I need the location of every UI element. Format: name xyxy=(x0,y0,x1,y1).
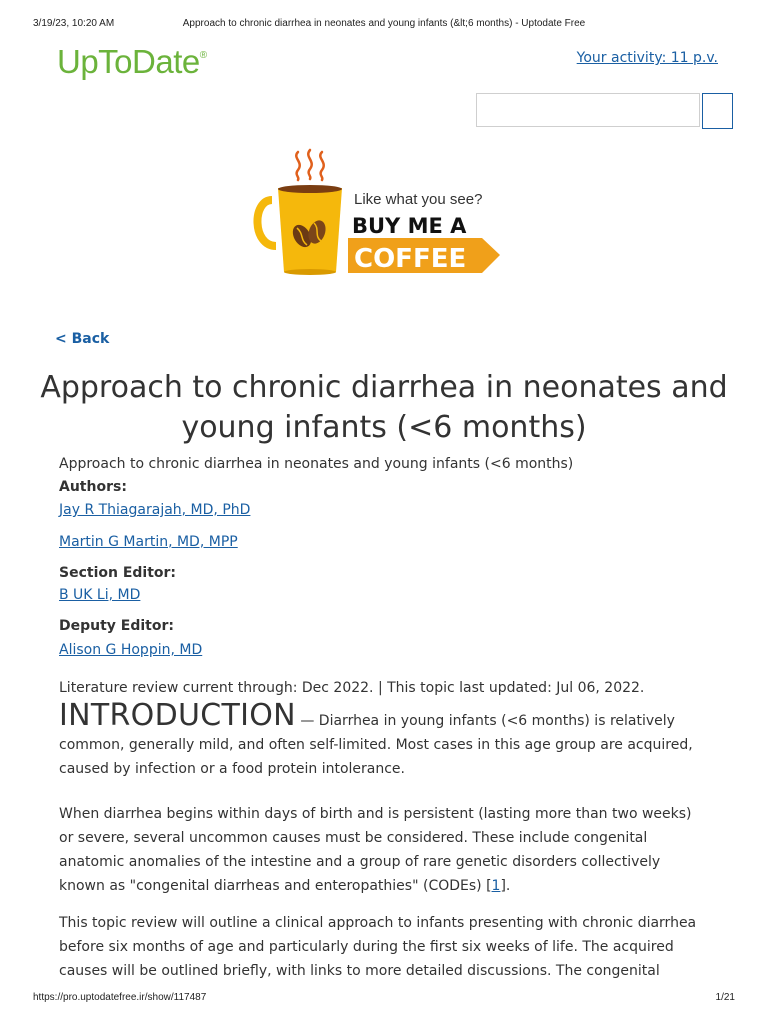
your-activity-link[interactable]: Your activity: 11 p.v. xyxy=(576,50,718,66)
section-editor-link[interactable]: B UK Li, MD xyxy=(59,587,141,603)
ad-line-1: BUY ME A xyxy=(352,214,467,238)
section-editor-label: Section Editor: xyxy=(59,565,177,581)
logo-registered-mark: ® xyxy=(199,50,207,61)
coffee-mug-icon xyxy=(257,185,342,275)
uptodate-logo[interactable] xyxy=(57,40,207,84)
paragraph-2-text: When diarrhea begins within days of birth and is persistent (lasting more than two weeks) or severe, several uncommon causes must be considered. These include congenital anatomic anomalies of the intestine and a group of rare genetic disorders collectively known as "congenital diarrheas and enteropathies" (CODEs) [ xyxy=(59,806,692,894)
print-footer xyxy=(0,992,768,1006)
search-input[interactable] xyxy=(476,93,700,127)
intro-text: — Diarrhea in young infants (<6 months) is relatively common, generally mild, and often self-limited. Most cases in this age group are acquired, caused by infection or a food protein intolerance. xyxy=(59,713,693,777)
paragraph-2-end: ]. xyxy=(500,878,511,894)
paragraph-2 xyxy=(59,802,709,898)
print-datetime: 3/19/23, 10:20 AM xyxy=(33,18,115,29)
reference-link-1[interactable]: 1 xyxy=(491,878,501,894)
steam-icon xyxy=(296,150,323,180)
intro-paragraph xyxy=(59,698,709,781)
print-url: https://pro.uptodatefree.ir/show/117487 xyxy=(33,992,207,1003)
print-page-title: Approach to chronic diarrhea in neonates and young infants (&lt;6 months) - Uptodate Free xyxy=(182,18,586,29)
intro-heading: INTRODUCTION xyxy=(59,698,296,733)
author-link-1[interactable]: Jay R Thiagarajah, MD, PhD xyxy=(59,502,251,518)
authors-label: Authors: xyxy=(59,479,127,495)
paragraph-3: This topic review will outline a clinical approach to infants presenting with chronic diarrhea before six months of age and particularly during the first six weeks of life. The acquired causes will be outlined briefly, with links to more detailed discussions. The congenital xyxy=(59,915,697,979)
deputy-editor-link[interactable]: Alison G Hoppin, MD xyxy=(59,642,203,658)
back-link[interactable]: < Back xyxy=(55,331,110,347)
author-link-2[interactable]: Martin G Martin, MD, MPP xyxy=(59,534,238,550)
print-page-number: 1/21 xyxy=(715,992,735,1003)
article-subtitle: Approach to chronic diarrhea in neonates and young infants (<6 months) xyxy=(59,456,574,472)
literature-review-line: Literature review current through: Dec 2022. | This topic last updated: Jul 06, 2022. xyxy=(59,680,645,696)
search-button[interactable] xyxy=(702,93,733,129)
logo-text: UpToDate xyxy=(57,43,200,80)
ad-tagline: Like what you see? xyxy=(354,191,483,208)
page-title: Approach to chronic diarrhea in neonates and young infants (<6 months) xyxy=(40,370,728,445)
ad-line-2: COFFEE xyxy=(354,244,467,274)
deputy-editor-label: Deputy Editor: xyxy=(59,618,174,634)
buy-me-a-coffee-banner[interactable] xyxy=(250,148,505,283)
print-header xyxy=(0,18,768,32)
